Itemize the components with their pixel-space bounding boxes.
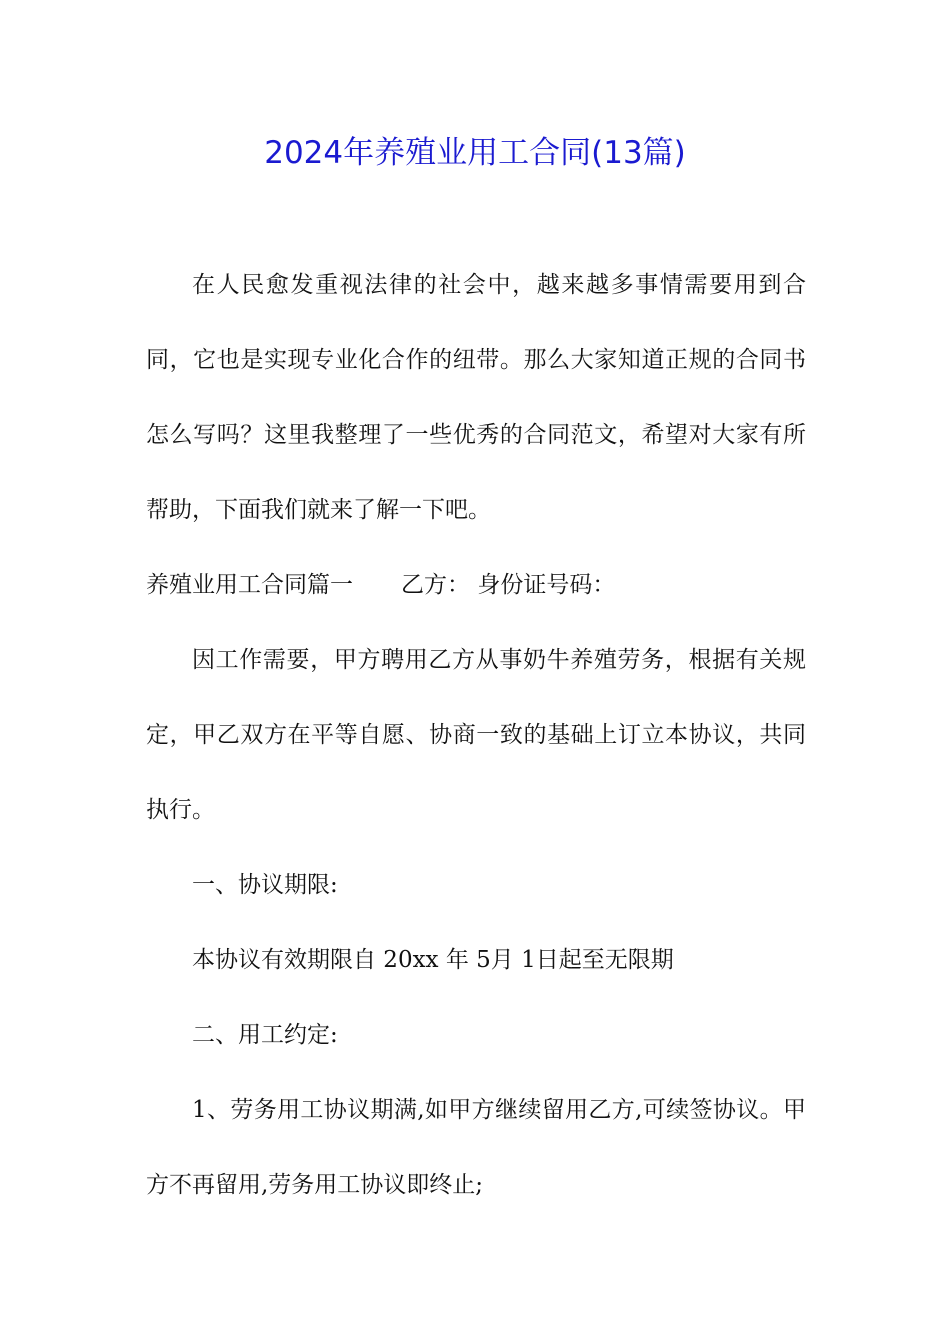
purpose-paragraph: 因工作需要，甲方聘用乙方从事奶牛养殖劳务，根据有关规定，甲乙双方在平等自愿、协商一致的基础上订立本协议，共同执行。 — [146, 647, 806, 823]
section-heading: 养殖业用工合同篇一 — [146, 572, 353, 598]
clause1-heading: 一、协议期限: — [192, 872, 338, 898]
clause2-item1: 1、劳务用工协议期满,如甲方继续留用乙方,可续签协议。甲方不再留用,劳务用工协议即终止; — [146, 1097, 806, 1198]
clause2-heading: 二、用工约定: — [192, 1022, 338, 1048]
intro-paragraph: 在人民愈发重视法律的社会中，越来越多事情需要用到合同，它也是实现专业化合作的纽带。那么大家知道正规的合同书怎么写吗？这里我整理了一些优秀的合同范文，希望对大家有所帮助，下面我们就来了解一下吧。 — [146, 272, 806, 523]
document-title: 2024年养殖业用工合同(13篇) — [264, 135, 686, 171]
party-b-label: 乙方： — [401, 572, 470, 598]
id-number-label: 身份证号码： — [477, 572, 616, 598]
clause1-text: 本协议有效期限自 20xx 年 5月 1日起至无限期 — [192, 947, 674, 973]
document-body — [146, 248, 806, 1223]
section-heading-line — [146, 548, 806, 623]
